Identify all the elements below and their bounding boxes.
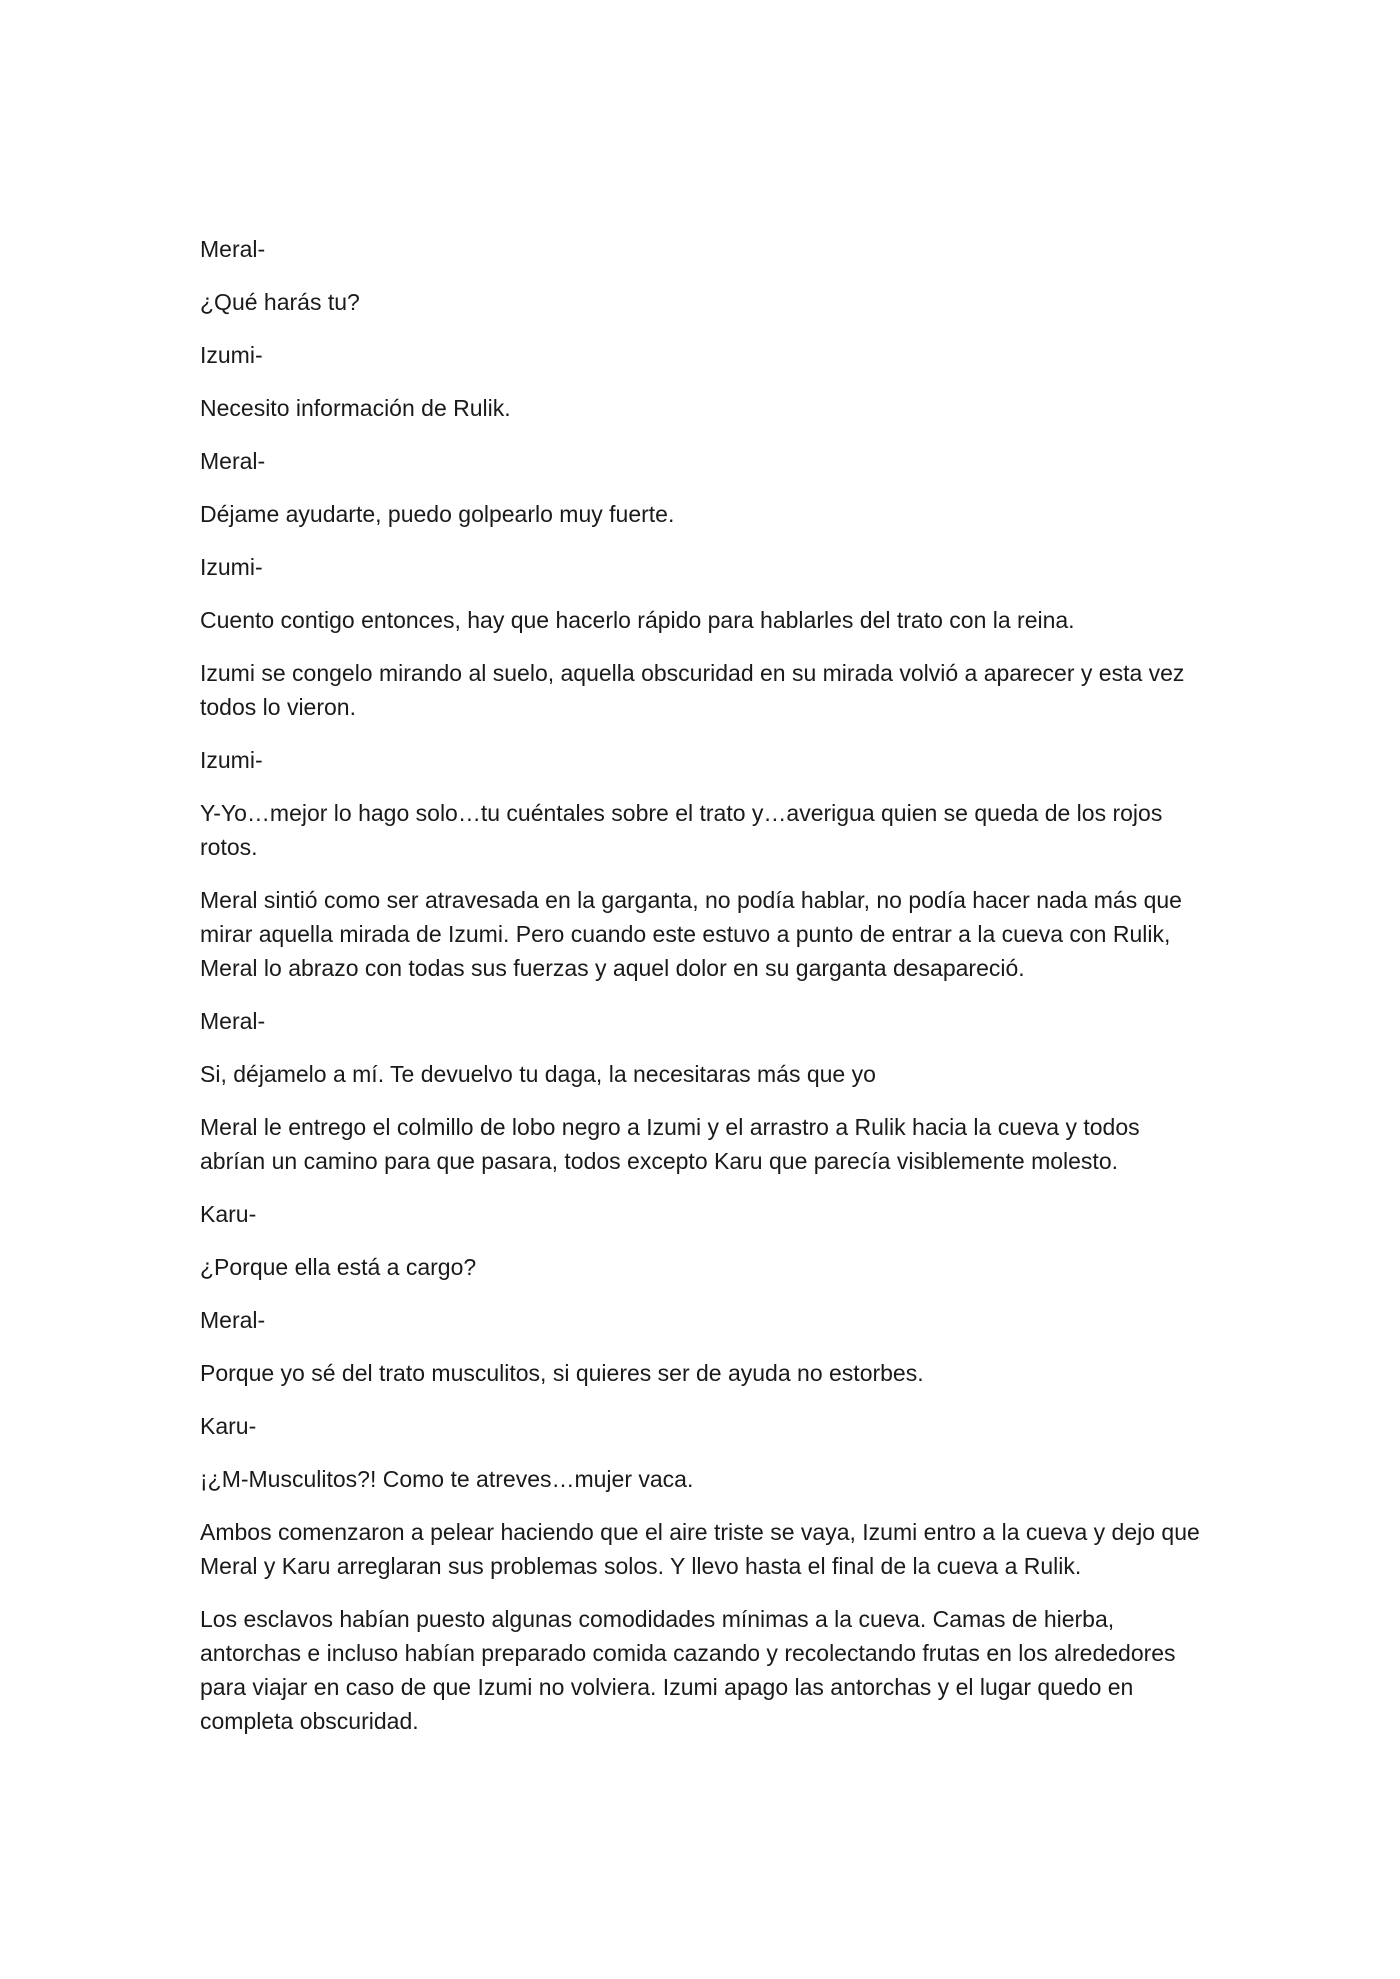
dialogue-line: Cuento contigo entonces, hay que hacerlo rápido para hablarles del trato con la reina. — [200, 607, 1075, 633]
speaker-label: Izumi- — [200, 342, 263, 368]
dialogue-line: ¿Qué harás tu? — [200, 289, 360, 315]
narration-paragraph: Ambos comenzaron a pelear haciendo que el aire triste se vaya, Izumi entro a la cueva y dejo que Meral y Karu arreglaran sus problemas solos. Y llevo hasta el final de la cueva a Rulik. — [200, 1519, 1200, 1579]
narration-paragraph: Los esclavos habían puesto algunas comodidades mínimas a la cueva. Camas de hierba, antorchas e incluso habían preparado comida cazando y recolectando frutas en los alrededores para viajar en caso de que Izumi no volviera. Izumi apago las antorchas y el lugar quedo en completa obscuridad. — [200, 1606, 1176, 1734]
speaker-label: Izumi- — [200, 554, 263, 580]
dialogue-line: Porque yo sé del trato musculitos, si quieres ser de ayuda no estorbes. — [200, 1360, 924, 1386]
narration-paragraph: Meral le entrego el colmillo de lobo negro a Izumi y el arrastro a Rulik hacia la cueva y todos abrían un camino para que pasara, todos excepto Karu que parecía visiblemente molesto. — [200, 1114, 1140, 1174]
dialogue-line: Déjame ayudarte, puedo golpearlo muy fuerte. — [200, 501, 675, 527]
narration-paragraph: Meral sintió como ser atravesada en la garganta, no podía hablar, no podía hacer nada más que mirar aquella mirada de Izumi. Pero cuando este estuvo a punto de entrar a la cueva con Rulik, Meral lo abrazo con todas sus fuerzas y aquel dolor en su garganta desapareció. — [200, 887, 1182, 981]
narration-paragraph: Izumi se congelo mirando al suelo, aquella obscuridad en su mirada volvió a aparecer y esta vez todos lo vieron. — [200, 660, 1185, 720]
document-body — [200, 232, 1200, 1757]
dialogue-line: ¿Porque ella está a cargo? — [200, 1254, 477, 1280]
dialogue-line: Si, déjamelo a mí. Te devuelvo tu daga, la necesitaras más que yo — [200, 1061, 876, 1087]
speaker-label: Karu- — [200, 1201, 257, 1227]
dialogue-line: Necesito información de Rulik. — [200, 395, 511, 421]
speaker-label: Meral- — [200, 236, 266, 262]
dialogue-line: ¡¿M-Musculitos?! Como te atreves…mujer vaca. — [200, 1466, 694, 1492]
dialogue-line: Y-Yo…mejor lo hago solo…tu cuéntales sobre el trato y…averigua quien se queda de los rojos rotos. — [200, 800, 1163, 860]
speaker-label: Izumi- — [200, 747, 263, 773]
speaker-label: Meral- — [200, 448, 266, 474]
speaker-label: Karu- — [200, 1413, 257, 1439]
speaker-label: Meral- — [200, 1307, 266, 1333]
speaker-label: Meral- — [200, 1008, 266, 1034]
